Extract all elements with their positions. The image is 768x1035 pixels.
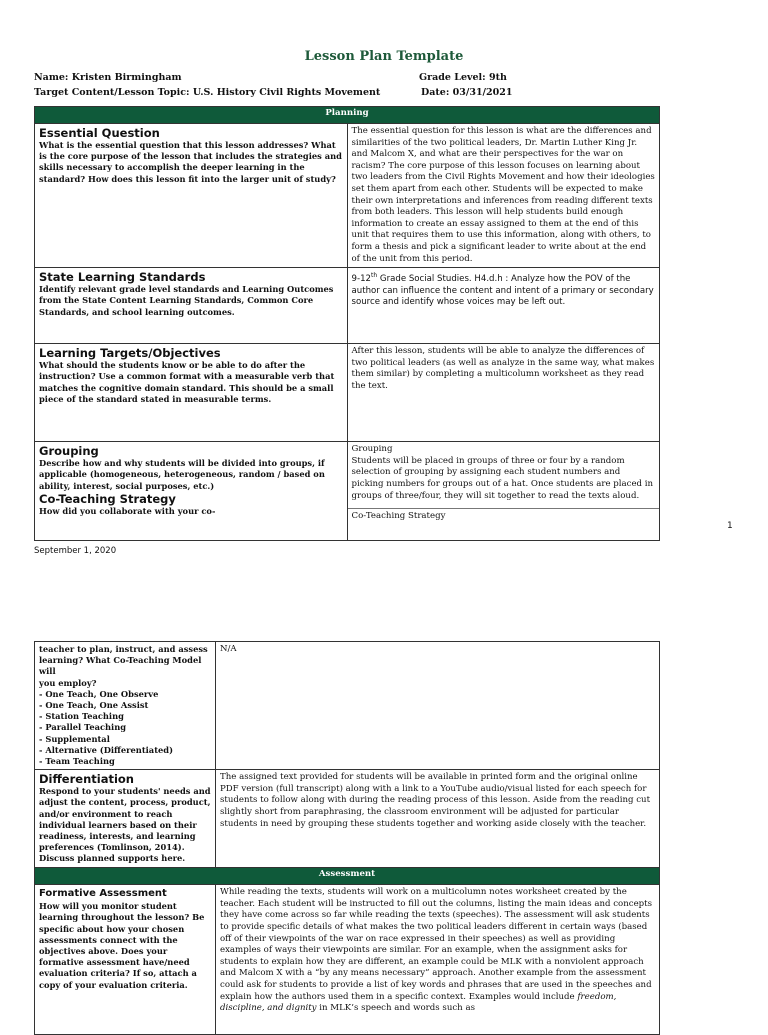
coteach-model-item: - Station Teaching <box>39 711 124 722</box>
coteach-model-item: - Parallel Teaching <box>39 722 127 733</box>
coteaching-continued-row <box>35 642 660 770</box>
coteaching-continued-label-cell <box>35 642 216 770</box>
grouping-content-cell <box>347 442 660 541</box>
differentiation-row <box>35 770 660 868</box>
page-number: 1 <box>727 521 733 531</box>
lesson-plan-table-page2 <box>34 641 660 1035</box>
state-standards-label-cell <box>35 268 348 344</box>
teacher-name: Name: Kristen Birmingham <box>34 72 182 83</box>
differentiation-title: Differentiation <box>39 772 134 787</box>
state-standards-content: 9-12th Grade Social Studies. H4.d.h : Analyze how the POV of the author can influence the content and intent of a primary or secondary source and identify whose voices may be left out. <box>347 268 660 344</box>
state-standards-row <box>35 268 660 344</box>
assessment-section-header: Assessment <box>35 868 660 885</box>
coteaching-desc: How did you collaborate with your co- <box>39 505 216 516</box>
essential-question-label-cell <box>35 124 348 268</box>
grouping-coteaching-row <box>35 442 660 541</box>
coteach-model-item: - Team Teaching <box>39 756 115 767</box>
differentiation-label-cell <box>35 770 216 868</box>
essential-question-row <box>35 124 660 268</box>
coteach-model-item: - One Teach, One Assist <box>39 700 149 711</box>
differentiation-content: The assigned text provided for students will be available in printed form and the original online PDF version (full transcript) along with a link to a YouTube audio/visual listed for each speech for students to follow along with during the reading process of this lesson. Aside from the reading cut slightly short from paraphrasing, the classroom environment will be adjusted for particular students in need by grouping these students together and working aside closely with the teacher. <box>216 770 660 868</box>
coteaching-title: Co-Teaching Strategy <box>39 491 176 506</box>
learning-targets-row <box>35 344 660 442</box>
coteach-line: you employ? <box>39 677 97 688</box>
coteach-line: teacher to plan, instruct, and assess <box>39 644 208 654</box>
essential-question-title: Essential Question <box>39 126 160 140</box>
learning-targets-content: After this lesson, students will be able to analyze the differences of two political leaders (as well as analyze in the same way, what makes them similar) by completing a multicolumn worksheet as they read the text. <box>347 344 660 442</box>
differentiation-desc: Respond to your students' needs and adjust the content, process, product, and/or environment to reach individual learners based on their readiness, interests, and learning preferences (Tomlinson, 2014). Discuss planned supports here. <box>39 786 211 864</box>
grouping-content: Students will be placed in groups of three or four by a random selection of grouping by assigning each student numbers and picking numbers for groups out of a hat. Once students are placed in groups of three/four, they will sit together to read the texts aloud. <box>351 455 654 501</box>
grouping-desc: Describe how and why students will be divided into groups, if applicable (homogeneous, heterogeneous, random / based on ability, interest, social purposes, etc.) <box>39 458 325 491</box>
coteaching-label: Co-Teaching Strategy <box>351 511 446 522</box>
grouping-title: Grouping <box>39 444 99 459</box>
learning-targets-desc: What should the students know or be able to do after the instruction? Use a common format with a measurable verb that matches the cognitive domain standard. This should be a small piece of the standard stated in measurable terms. <box>39 360 335 404</box>
formative-assessment-title: Formative Assessment <box>39 888 167 900</box>
coteach-model-item: - One Teach, One Observe <box>39 688 159 699</box>
planning-section-header: Planning <box>35 107 660 124</box>
lesson-topic: Target Content/Lesson Topic: U.S. History Civil Rights Movement <box>34 87 381 98</box>
coteach-line: learning? What Co-Teaching Model will <box>39 655 202 677</box>
lesson-date: Date: 03/31/2021 <box>421 87 513 98</box>
coteaching-content: N/A <box>216 642 660 770</box>
coteach-model-item: - Alternative (Differentiated) <box>39 744 174 755</box>
formative-assessment-row <box>35 885 660 1035</box>
grouping-label: Grouping <box>351 444 393 455</box>
learning-targets-label-cell <box>35 344 348 442</box>
state-standards-title: State Learning Standards <box>39 270 206 285</box>
state-standards-desc: Identify relevant grade level standards and Learning Outcomes from the State Content Learning Standards, Common Core Standards, and school learning outcomes. <box>39 284 334 317</box>
coteach-model-item: - Supplemental <box>39 733 110 744</box>
grade-level: Grade Level: 9th <box>419 72 507 83</box>
essential-question-desc: What is the essential question that this lesson addresses? What is the core purpose of the lesson that includes the strategies and skills necessary to accomplish the deeper learning in the standard? How does this lesson fit into the larger unit of study? <box>39 140 342 184</box>
learning-targets-title: Learning Targets/Objectives <box>39 346 221 361</box>
footer-date: September 1, 2020 <box>34 546 117 556</box>
essential-question-content: The essential question for this lesson is what are the differences and similarities of the two political leaders, Dr. Martin Luther King Jr. and Malcom X, and what are their perspectives for the war on racism? The core purpose of this lesson focuses on learning about two leaders from the Civil Rights Movement and how their ideologies set them apart from each other. Students will be expected to make their own interpretations and inferences from reading different texts from both leaders. This lesson will help students build enough information to create an essay assigned to them at the end of this unit that requires them to use this information, along with others, to form a thesis and pick a significant leader to write about at the end of the unit from this period. <box>347 124 660 268</box>
formative-assessment-label-cell <box>35 885 216 1035</box>
grouping-label-cell <box>35 442 348 541</box>
document-title: Lesson Plan Template <box>304 49 464 64</box>
formative-assessment-content: While reading the texts, students will work on a multicolumn notes worksheet created by the teacher. Each student will be instructed to fill out the columns, listing the main ideas and concepts they have come across so far while reading the texts (speeches). The assessment will ask students to provide specific details of what makes the two political leaders different in certain ways (based off of their viewpoints of the war on race expressed in their speeches) as well as providing examples of ways their viewpoints are similar. For an example, when the assignment asks for students to explain how they are different, an example could be MLK with a nonviolent approach and Malcom X with a “by any means necessary” approach. Another example from the assessment could ask for students to provide a list of key words and phrases that are used in the speeches and explain how the authors used them in a specific context. Examples would include freedom, discipline, and dignity in MLK’s speech and words such as <box>216 885 660 1035</box>
lesson-plan-table-page1 <box>34 106 660 541</box>
formative-assessment-desc: How will you monitor student learning throughout the lesson? Be specific about how your chosen assessments connect with the objectives above. Does your formative assessment have/need evaluation criteria? If so, attach a copy of your evaluation criteria. <box>39 901 205 990</box>
